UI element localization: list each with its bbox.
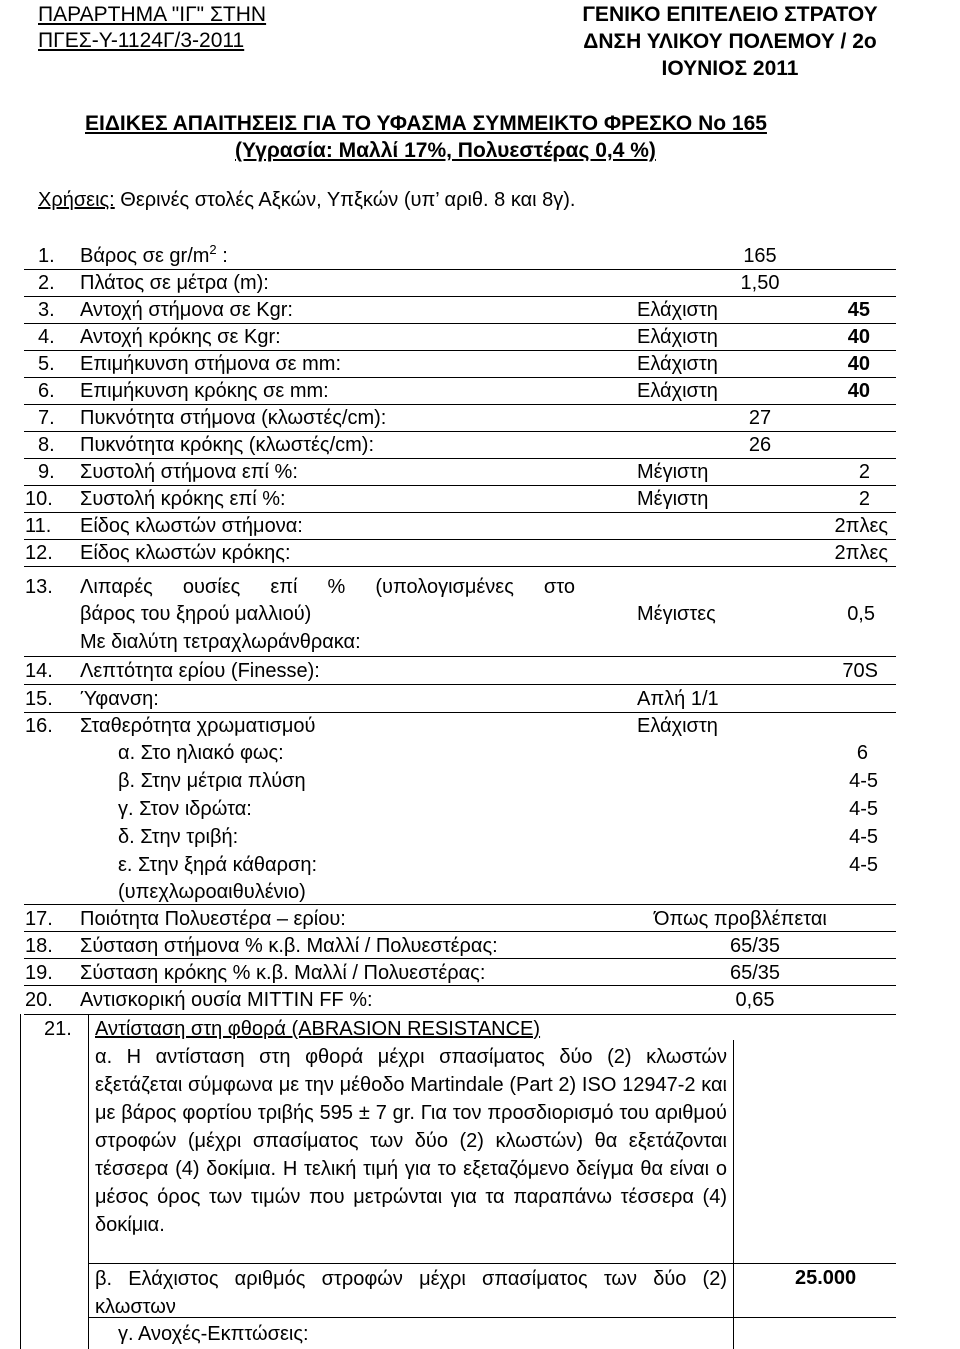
spec-label-line3: Με διαλύτη τετραχλωράνθρακα: <box>80 631 361 653</box>
abrasion-paragraph-b: β. Ελάχιστος αριθμός στροφών μέχρι σπασίματος των δύο (2) κλωστων <box>95 1268 727 1318</box>
spec-label: Πυκνότητα στήμονα (κλωστές/cm): <box>80 407 387 429</box>
abrasion-tolerances: γ. Ανοχές-Εκπτώσεις: <box>118 1323 309 1345</box>
spec-label: Αντοχή κρόκης σε Kgr: <box>80 326 281 348</box>
spec-label: Συστολή κρόκης επί %: <box>80 488 286 510</box>
spec-num: 6. <box>38 380 55 402</box>
spec-sub-value: 4-5 <box>849 854 878 876</box>
spec-label: Επιμήκυνση στήμονα σε mm: <box>80 353 342 375</box>
spec-label: Πυκνότητα κρόκης (κλωστές/cm): <box>80 434 375 456</box>
spec-sub-value: 4-5 <box>849 798 878 820</box>
spec-label: Πλάτος σε μέτρα (m): <box>80 272 269 294</box>
spec-value: 0,5 <box>847 603 875 625</box>
spec-label: Επιμήκυνση κρόκης σε mm: <box>80 380 329 402</box>
spec-label: Σύσταση κρόκης % κ.β. Μαλλί / Πολυεστέρας: <box>80 962 486 984</box>
spec-num: 14. <box>25 660 53 682</box>
spec-sub-label-line2: (υπεχλωροαιθυλένιο) <box>118 881 306 903</box>
spec-sub-label: γ. Στον ιδρώτα: <box>118 798 252 820</box>
spec-sub-label: δ. Στην τριβή: <box>118 826 239 848</box>
header-right-line3: ΙΟΥΝΙΟΣ 2011 <box>661 57 799 80</box>
spec-label: Είδος κλωστών κρόκης: <box>80 542 291 564</box>
spec-value: 70S <box>842 660 878 682</box>
spec-qualifier: Μέγιστη <box>637 488 709 510</box>
spec-qualifier: Ελάχιστη <box>637 380 718 402</box>
spec-num: 10. <box>25 488 53 510</box>
spec-value: 2πλες <box>834 542 888 564</box>
spec-value: 27 <box>748 407 772 429</box>
uses-label: Χρήσεις: <box>38 189 115 211</box>
spec-num: 15. <box>25 688 53 710</box>
abrasion-paragraph-a: α. Η αντίσταση στη φθορά μέχρι σπασίματος δύο (2) κλωστών εξετάζεται σύμφωνα με την μέθοδο Martindale (Part 2) ISO 12947-2 και με βάρος φορτίου τριβής 595 ± 7 gr. Για τον προσδιορισμό του αριθμού στροφών (μέχρι σπασίματος των δύο (2) κλωστών) θα εξετάζονται τέσσερα (4) δοκίμια. Η τελική τιμή για το εξεταζόμενο δείγμα θα είναι ο μέσος όρος των τιμών που μετρώνται για τα παραπάνω τέσσερα (4) δοκίμια. <box>95 1046 727 1236</box>
spec-sub-label: ε. Στην ξηρά κάθαρση: <box>118 854 317 876</box>
uses-line <box>38 190 575 210</box>
spec-num: 16. <box>25 715 53 737</box>
spec-qualifier: Ελάχιστη <box>637 715 718 737</box>
spec-label: Αντίσταση στη φθορά (ABRASION RESISTANCE) <box>95 1018 541 1040</box>
spec-qualifier: Μέγιστες <box>637 603 716 625</box>
spec-num: 12. <box>25 542 53 564</box>
spec-value: Όπως προβλέπεται <box>654 908 827 930</box>
spec-num: 21. <box>44 1018 72 1040</box>
spec-qualifier: Ελάχιστη <box>637 326 718 348</box>
spec-label: Αντοχή στήμονα σε Kgr: <box>80 299 293 321</box>
spec-label: Ποιότητα Πολυεστέρα – ερίου: <box>80 908 346 930</box>
spec-label: Ύφανση: <box>80 688 159 710</box>
spec-value: 165 <box>743 245 777 267</box>
spec-value: 26 <box>748 434 772 456</box>
abrasion-min-rotations: 25.000 <box>795 1267 857 1289</box>
spec-num: 8. <box>38 434 55 456</box>
spec-num: 13. <box>25 576 53 598</box>
spec-qualifier: Ελάχιστη <box>637 299 718 321</box>
spec-num: 1. <box>38 245 55 267</box>
spec-num: 19. <box>25 962 53 984</box>
spec-sub-value: 4-5 <box>849 770 878 792</box>
spec-value: 65/35 <box>729 962 781 984</box>
spec-value: 2 <box>858 461 870 483</box>
spec-label: Συστολή στήμονα επί %: <box>80 461 298 483</box>
spec-num: 17. <box>25 908 53 930</box>
header-left-line1: ΠΑΡΑΡΤΗΜΑ "ΙΓ" ΣΤΗΝ <box>38 3 267 26</box>
spec-num: 3. <box>38 299 55 321</box>
header-right-line1: ΓΕΝΙΚΟ ΕΠΙΤΕΛΕΙΟ ΣΤΡΑΤΟΥ <box>582 3 878 26</box>
spec-value: 40 <box>847 326 870 348</box>
spec-value: 65/35 <box>729 935 781 957</box>
spec-label: Βάρος σε $gr/m^2$ : <box>80 242 228 267</box>
spec-value: 40 <box>847 380 870 402</box>
spec-label: Είδος κλωστών στήμονα: <box>80 515 303 537</box>
header-left-line2: ΠΓΕΣ-Υ-1124Γ/3-2011 <box>38 29 245 52</box>
spec-sub-label: α. Στο ηλιακό φως: <box>118 742 284 764</box>
spec-num: 5. <box>38 353 55 375</box>
spec-value: 40 <box>847 353 870 375</box>
spec-value: 2πλες <box>834 515 888 537</box>
spec-label-line1: Λιπαρές ουσίες επί % (υπολογισμένες στο <box>80 576 575 598</box>
spec-value: 45 <box>847 299 870 321</box>
spec-num: 11. <box>25 515 52 537</box>
spec-label: Σταθερότητα χρωματισμού <box>80 715 316 737</box>
spec-sub-value: 6 <box>856 742 868 764</box>
uses-text: Θερινές στολές Αξκών, Υπξκών (υπ’ αριθ. 8 και 8γ). <box>114 189 576 211</box>
spec-num: 4. <box>38 326 55 348</box>
spec-value: 1,50 <box>740 272 780 294</box>
page-title: ΕΙΔΙΚΕΣ ΑΠΑΙΤΗΣΕΙΣ ΓΙΑ ΤΟ ΥΦΑΣΜΑ ΣΥΜΜΕΙΚΤΟ ΦΡΕΣΚΟ Νο 165 <box>85 112 767 135</box>
spec-label: Σύσταση στήμονα % κ.β. Μαλλί / Πολυεστέρας: <box>80 935 498 957</box>
header-right-line2: ΔΝΣΗ ΥΛΙΚΟΥ ΠΟΛΕΜΟΥ / 2ο <box>583 30 877 53</box>
spec-qualifier: Μέγιστη <box>637 461 709 483</box>
spec-label: Λεπτότητα ερίου (Finesse): <box>80 660 320 682</box>
spec-value: 0,65 <box>735 989 775 1011</box>
spec-sub-value: 4-5 <box>849 826 878 848</box>
spec-qualifier: Απλή 1/1 <box>637 688 719 710</box>
spec-num: 20. <box>25 989 53 1011</box>
spec-num: 7. <box>38 407 55 429</box>
spec-num: 18. <box>25 935 53 957</box>
page-subtitle: (Υγρασία: Μαλλί 17%, Πολυεστέρας 0,4 %) <box>235 139 656 162</box>
spec-value: 2 <box>858 488 870 510</box>
spec-num: 2. <box>38 272 55 294</box>
spec-sub-label: β. Στην μέτρια πλύση <box>118 770 306 792</box>
spec-label-line2: βάρος του ξηρού μαλλιού) <box>80 603 312 625</box>
spec-num: 9. <box>38 461 55 483</box>
spec-qualifier: Ελάχιστη <box>637 353 718 375</box>
spec-label: Αντισκορική ουσία MITTIN FF %: <box>80 989 373 1011</box>
